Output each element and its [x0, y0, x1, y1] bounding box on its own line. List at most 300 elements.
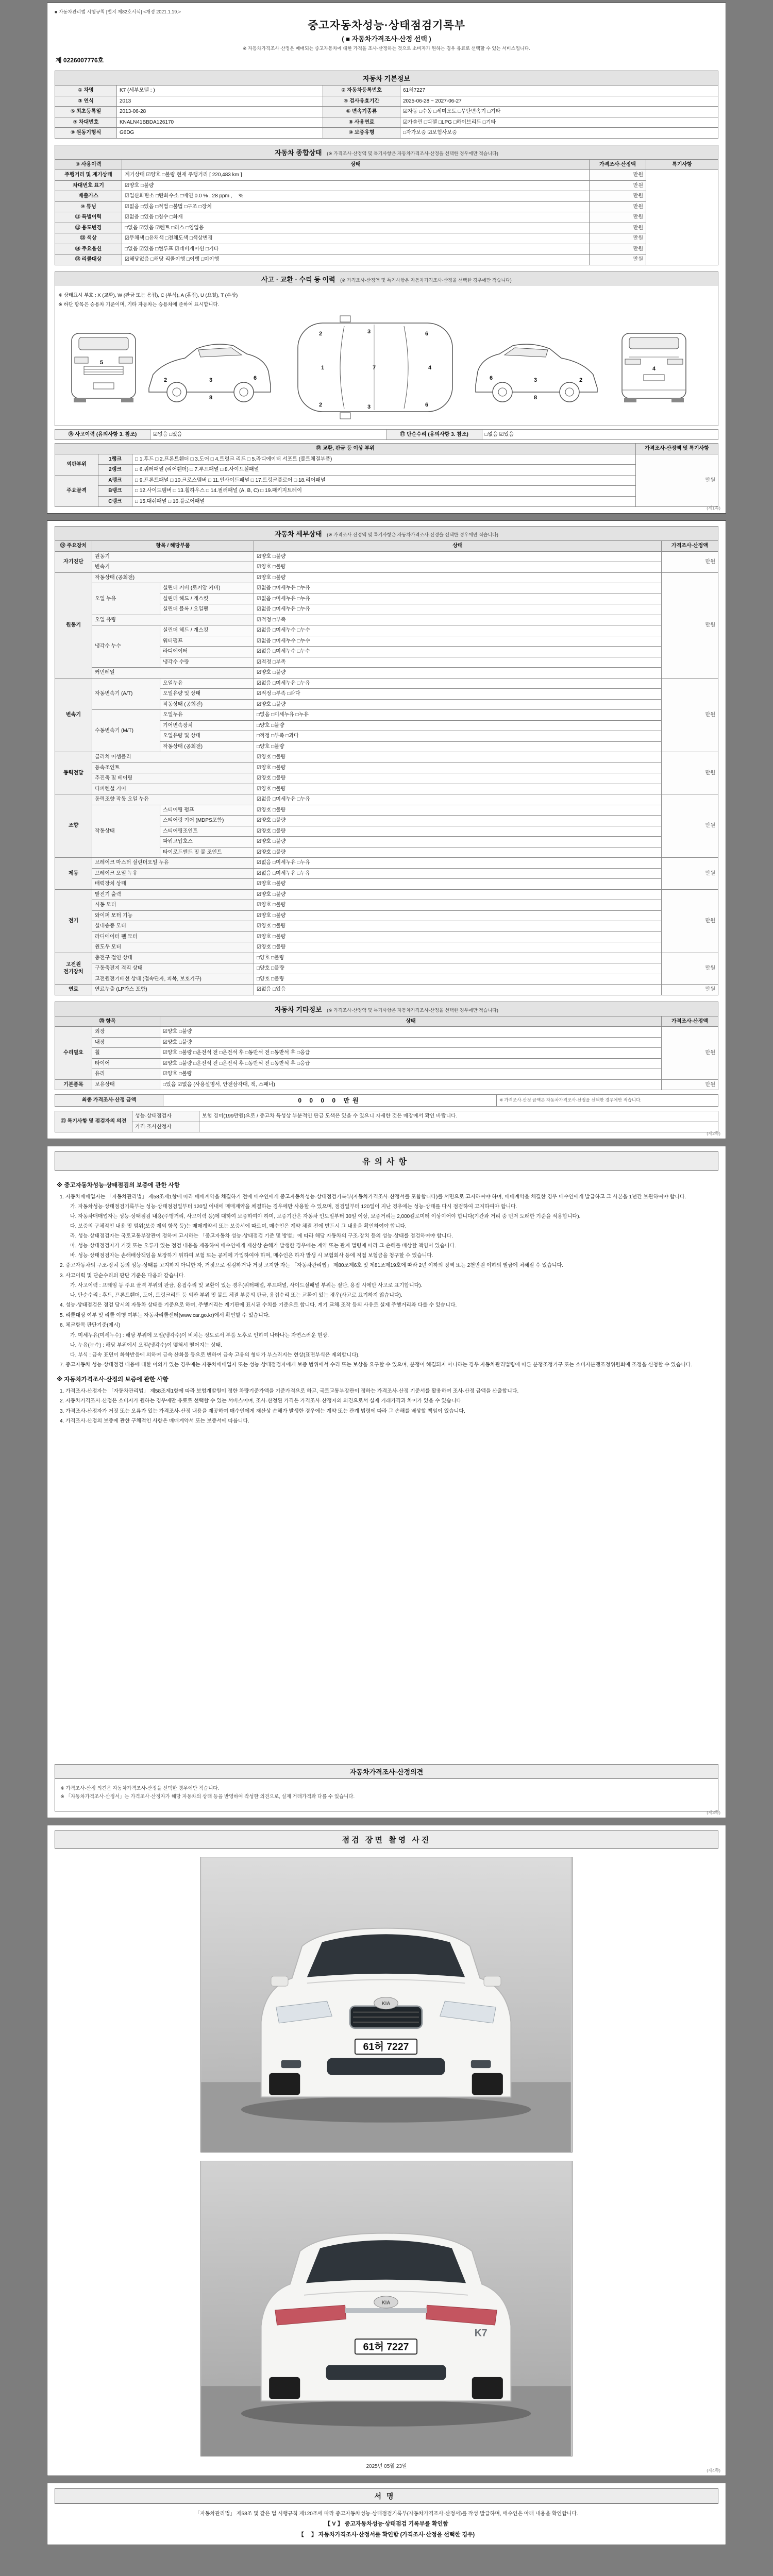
state-cell: ☑양호 □불량: [254, 784, 662, 794]
engine-type-value: G6DG: [117, 128, 323, 139]
item-label-cell: 윈도우 모터: [92, 942, 254, 953]
section-detail: [55, 526, 718, 540]
group-label-cell: ③ 연식: [55, 96, 117, 107]
notice-subitem: 바. 성능·상태점검자는 손해배상책임을 보장하기 위하여 보험 또는 공제에 가입하여야 하며, 매수인은 하자 발생 시 보험회사 등에 직접 보험금을 청구할 수 있습니다.: [70, 1253, 433, 1259]
item-label-cell: 배력장치 상태: [92, 879, 254, 890]
kia-badge: KIA: [381, 2001, 391, 2007]
item-label-cell: 시동 모터: [92, 900, 254, 911]
state-cell: □없음 □미세누유 □누유: [254, 710, 662, 721]
model-badge: K7: [474, 2327, 488, 2339]
price-cell: 만원: [662, 1079, 718, 1090]
notice-item: 2. 자동차가격조사·산정은 소비자가 원하는 경우에만 유료로 선택할 수 있는 서비스이며, 조사·산정된 가격은 가격조사·산정자의 의견으로서 실제 거래가격과 차이가 있을 수 있습니다.: [60, 1398, 463, 1404]
state-cell: ☑없음 □있음 □적법 □불법 □구조 □장치: [122, 201, 590, 212]
diagram-number: 7: [372, 364, 376, 371]
sign-check-price: 【 】 자동차가격조사·산정서를 확인함 (가격조사·산정을 선택한 경우): [298, 2532, 475, 2538]
price-opinion-note2: ※ 「자동차가격조사·산정서」는 가격조사·산정자가 해당 자동차의 상태 등을 반영하여 작성한 의견으로, 실제 거래가격과 다를 수 있습니다.: [60, 1794, 355, 1800]
subitem-label-cell: 냉각수 수량: [160, 657, 254, 668]
group-label-cell: 고전원 전기장치: [55, 953, 92, 985]
first-registration-value: 2013-06-28: [117, 107, 323, 117]
state-cell: ☑양호 □불량: [254, 762, 662, 773]
group-label-cell: C랭크: [98, 496, 132, 507]
note-cell: ※ 가격조사·산정 금액은 자동차가격조사·산정을 선택한 경우에만 적습니다.: [497, 1095, 718, 1107]
item-label-cell: 충전구 절연 상태: [92, 953, 254, 963]
state-cell: □양호 □불량: [254, 953, 662, 963]
group-label-cell: 연료: [55, 985, 92, 995]
page-note: (제4쪽): [707, 2468, 720, 2473]
final-price-table: [55, 1094, 718, 1107]
sign-check-performance: 【 V 】 중고자동차성능·상태점검 기록부를 확인함: [325, 2521, 448, 2528]
group-label-cell: ⑰ 단순수리 (유의사항 3. 참조): [386, 429, 482, 440]
diagram-number: 3: [367, 328, 371, 335]
notice-subitem: 나. 자동차매매업자는 성능·상태점검 내용(주행거리, 사고이력 등)에 대하여 보증하여야 하며, 보증기간은 자동차 인도일부터 30일 이상, 보증거리는 2,000킬로미터 이상이어야 합니다(기간과 거리 중 먼저 도래한 기준을 적용합니다).: [70, 1214, 581, 1220]
price-opinion-body: [55, 1779, 718, 1811]
emission-state: ☑일산화탄소 □탄화수소 □매연 0.0 % , 28 ppm , %: [122, 191, 590, 202]
state-cell: ☑없음 □미세누유 □누유: [254, 678, 662, 689]
price-cell: 만원: [590, 255, 646, 265]
group-label-cell: 변속기: [55, 678, 92, 752]
price-cell: 만원: [590, 170, 646, 181]
plate-number-value: 61허7227: [400, 86, 718, 96]
notice-item: 6. 체크항목 판단기준(예시): [60, 1323, 121, 1329]
notice-item: 4. 성능·상태점검은 점검 당시의 자동차 상태를 기준으로 하며, 주행거리는 계기판에 표시된 수치를 기준으로 합니다. 계기 교체·조작 등의 사유로 실제 주행거리와 다를 수 있습니다.: [60, 1302, 457, 1309]
item-label-cell: 발전기 출력: [92, 889, 254, 900]
item-label-cell: 커먼레일: [92, 668, 254, 679]
section-accident-title: 사고 · 교환 · 수리 등 이력: [261, 275, 335, 283]
state-cell: ☑없음 □미세누수 □누수: [254, 647, 662, 657]
state-cell: ☑양호 □불량: [254, 889, 662, 900]
item-label-cell: 디퍼렌셜 기어: [92, 784, 254, 794]
notice-subitem: 라. 성능·상태점검자는 국토교통부장관이 정하여 고시하는 「중고자동차 성능·상태점검 기준 및 방법」에 따라 해당 자동차의 구조·장치 등의 성능·상태를 점검하여야 합니다.: [70, 1233, 453, 1240]
car-rear-photo: [261, 2233, 511, 2401]
state-cell: ☑양호 □불량: [254, 805, 662, 816]
item-label-cell: 수동변속기 (M/T): [92, 710, 160, 752]
notice-item: 2. 중고자동차의 구조·장치 등의 성능·상태를 고지하지 아니한 자, 거짓으로 점검하거나 거짓 고지한 자는 「자동차관리법」 제80조제6호 및 제81조제19호에 따라 2년 이하의 징역 또는 2천만원 이하의 벌금에 처해질 수 있습니다.: [60, 1263, 564, 1269]
state-cell: ☑적정 □부족 □과다: [254, 689, 662, 700]
diagram-number: 1: [321, 364, 325, 371]
overall-state-table: [55, 159, 718, 265]
price-cell: 만원: [590, 233, 646, 244]
diagram-number: 6: [425, 401, 429, 408]
diagram-number: 2: [163, 377, 167, 383]
state-cell: ☑없음 □있음 □침수 □화재: [122, 212, 590, 223]
page-note: (제1쪽): [707, 505, 720, 511]
car-name-value: K7 (세부모델 : ): [117, 86, 323, 96]
fuel-value: ☑가솔린 □디젤 □LPG □하이브리드 □기타: [400, 117, 718, 128]
diagram-number: 2: [318, 330, 323, 337]
item-label-cell: 내장: [92, 1037, 160, 1048]
section-detail-note: (※ 가격조사·산정액 및 특기사항은 자동차가격조사·산정을 선택한 경우에만 적습니다): [327, 532, 498, 537]
group-label-cell: ① 차명: [55, 86, 117, 96]
notice-item: 4. 가격조사·산정의 보증에 관한 구체적인 사항은 매매계약서 또는 보증서에 따릅니다.: [60, 1418, 249, 1425]
car-rear-view: [622, 333, 686, 402]
diagram-number: 3: [209, 377, 213, 383]
item-label-cell: 유리: [92, 1069, 160, 1080]
state-cell: ☑양호 □불량: [254, 837, 662, 848]
group-label-cell: 동력전달: [55, 752, 92, 794]
header-cell: ⑳ 항목: [55, 1016, 160, 1027]
header-cell: 상태: [254, 541, 662, 552]
notice-subitem: 나. 누유(누수) : 해당 부위에서 오일(냉각수)이 맺혀서 떨어지는 상태.: [70, 1342, 223, 1348]
photo-front-image: [201, 1857, 571, 2152]
state-cell: □양호 □불량: [254, 974, 662, 985]
car-front-view: [72, 333, 136, 402]
state-cell: ☑양호 □불량 □운전석 전 □운전석 후 □동반석 전 □동반석 후 □응급: [160, 1058, 662, 1069]
state-cell: ☑없음 □미세누유 □누유: [254, 858, 662, 869]
item-label-cell: 와이퍼 모터 기능: [92, 910, 254, 921]
item-label-cell: 구동축전지 격리 상태: [92, 963, 254, 974]
group-label-cell: B랭크: [98, 486, 132, 497]
item-label-cell: 타이어: [92, 1058, 160, 1069]
diagram-number: 6: [489, 375, 493, 381]
subitem-label-cell: 스티어링조인트: [160, 826, 254, 837]
vin-value: KNALN41BBDA126170: [117, 117, 323, 128]
subitem-label-cell: 스티어링 펌프: [160, 805, 254, 816]
panel-basic: [47, 3, 726, 514]
rear-license-plate: 61허 7227: [363, 2341, 409, 2353]
item-label-cell: 브레이크 마스터 실린더오일 누유: [92, 858, 254, 869]
group-label-cell: ⑥ 변속기종류: [323, 107, 400, 117]
group-label-cell: ⑯ 사고이력 (유의사항 3. 참조): [55, 429, 150, 440]
sign-title: 서명: [55, 2488, 718, 2504]
simple-repair-state: □없음 ☑있음: [482, 429, 718, 440]
state-cell: ☑양호 □불량: [254, 847, 662, 858]
group-label-cell: ㉑ 특기사항 및 점검자의 의견: [55, 1111, 132, 1132]
sign-body: [55, 2509, 718, 2538]
state-cell: ☑해당없음 □해당 리콜이행 □이행 □미이행: [122, 255, 590, 265]
transmission-value: ☑자동 □수동 □세미오토 □무단변속기 □기타: [400, 107, 718, 117]
state-cell: ☑없음 □있음: [254, 985, 662, 995]
form-reference: ■ 자동차관리법 시행규칙 [별지 제82호서식] <개정 2021.1.19.>: [55, 9, 181, 14]
state-cell: ☑적정 □부족: [254, 615, 662, 625]
state-cell: □ 1.후드 □ 2.프론트휀더 □ 3.도어 □ 4.트렁크 리드 □ 5.라디에이터 서포트 (볼트체결부품): [132, 454, 636, 465]
car-right-side-view: [476, 344, 597, 402]
group-label-cell: 배출가스: [55, 191, 122, 202]
item-label-cell: 작동상태 (공회전): [92, 572, 254, 583]
car-top-view: [298, 316, 452, 419]
header-cell: 가격조사·산정액: [662, 541, 718, 552]
state-cell: ☑양호 □불량: [254, 562, 662, 573]
group-label-cell: ⑬ 색상: [55, 233, 122, 244]
notice-item: 3. 사고이력 및 단순수리의 판단 기준은 다음과 같습니다.: [60, 1273, 186, 1279]
diagram-number: 6: [253, 375, 257, 381]
group-label-cell: ⑭ 주요옵션: [55, 244, 122, 255]
header-cell: 가격조사·산정액: [590, 159, 646, 170]
state-cell: ☑양호 □불량: [254, 668, 662, 679]
subitem-label-cell: 파워고압호스: [160, 837, 254, 848]
section-etc-note: (※ 가격조사·산정액 및 특기사항은 자동차가격조사·산정을 선택한 경우에만 적습니다): [327, 1007, 498, 1013]
notice-subitem: 다. 보증의 구체적인 내용 및 범위(보증 제외 항목 등)는 매매계약서 또는 보증서에 따르며, 매수인은 계약 체결 전에 반드시 그 내용을 확인하여야 합니다.: [70, 1224, 407, 1230]
group-label-cell: 제동: [55, 858, 92, 890]
state-cell: ☑양호 □불량: [254, 942, 662, 953]
notice-item: 5. 리콜대상 여부 및 리콜 이행 여부는 자동차리콜센터(www.car.go.kr)에서 확인할 수 있습니다.: [60, 1312, 270, 1318]
state-cell: □양호 □불량: [254, 720, 662, 731]
group-label-cell: 전기: [55, 889, 92, 953]
diagram-number: 8: [533, 394, 537, 401]
inspection-period-value: 2025-06-28 ~ 2027-06-27: [400, 96, 718, 107]
state-cell: □ 15.대쉬패널 □ 16.플로어패널: [132, 496, 636, 507]
item-label-cell: 등속조인트: [92, 762, 254, 773]
inspector-opinion-text: 보험 경미(199만원)으로 / 중고차 특성상 부분적인 판금 도색은 있을 수 있으니 자세한 것은 매장에서 확인 바랍니다.: [199, 1111, 718, 1122]
panel-notices: [47, 1146, 726, 1818]
state-cell: □ 9.프론트패널 □ 10.크로스멤버 □ 11.인사이드패널 □ 17.트렁크플로어 □ 18.리어패널: [132, 475, 636, 486]
panel-photos: [47, 1825, 726, 2476]
state-cell: ☑양호 □불량: [160, 1069, 662, 1080]
notice-subitem: 마. 성능·상태점검자가 거짓 또는 오류가 있는 점검 내용을 제공하여 매수인에게 재산상 손해가 발생한 경우에는 계약 또는 관계 법령에 따라 그 손해를 배상할 책임이 있습니다.: [70, 1243, 456, 1249]
item-label-cell: 휠: [92, 1048, 160, 1059]
item-label-cell: 오일 누유: [92, 583, 160, 615]
diagram-number: 2: [579, 377, 583, 383]
group-label-cell: ④ 검사유효기간: [323, 96, 400, 107]
group-label-cell: 기본품목: [55, 1079, 92, 1090]
item-label-cell: 추진축 및 베어링: [92, 773, 254, 784]
state-cell: ☑없음 □미세누수 □누수: [254, 625, 662, 636]
group-label-cell: ⑪ 특별이력: [55, 212, 122, 223]
state-cell: ☑양호 □불량: [254, 816, 662, 826]
subitem-label-cell: 작동상태 (공회전): [160, 699, 254, 710]
subitem-label-cell: 라디에이터: [160, 647, 254, 657]
group-label-cell: ⑨ 원동기형식: [55, 128, 117, 139]
state-cell: ☑없음 □미세누유 □누유: [254, 583, 662, 594]
state-cell: ☑양호 □불량: [254, 879, 662, 890]
state-cell: ☑적정 □부족: [254, 657, 662, 668]
notice-item: 1. 자동차매매업자는 「자동차관리법」 제58조제1항에 따라 매매계약을 체결하기 전에 매수인에게 중고자동차성능·상태점검기록부(자동차가격조사·산정서를 포함합니다)를 서면으로 고지하여야 하며, 매매계약을 체결한 경우 매수인에게 발급하고 그 사본을 1년간 보관하여야 합니다.: [60, 1194, 686, 1200]
panel-sign: [47, 2483, 726, 2545]
state-code-legend: ※ 상태표시 부호 : X (교환), W (판금 또는 용접), C (부식), A (흠집), U (요철), T (손상): [58, 292, 238, 298]
diagram-number: 5: [99, 359, 104, 366]
panel-detail: [47, 520, 726, 1139]
section-etc: [55, 1002, 718, 1016]
item-label-cell: 외장: [92, 1027, 160, 1038]
group-label-cell: 외판부위: [55, 454, 98, 475]
header-cell: ⑨ 사용이력: [55, 159, 122, 170]
appraiser-opinion-text: [199, 1122, 718, 1132]
car-left-side-view: [149, 344, 271, 402]
subitem-label-cell: 기어변속장치: [160, 720, 254, 731]
subitem-label-cell: 실린더 헤드 / 개스킷: [160, 625, 254, 636]
state-cell: ☑양호 □불량: [254, 900, 662, 911]
inspector-opinion-table: [55, 1111, 718, 1132]
group-label-cell: ② 자동차등록번호: [323, 86, 400, 96]
section-basic-info: [55, 71, 718, 85]
state-cell: ☑없음 □미세누유 □누유: [254, 604, 662, 615]
price-opinion-box: [55, 1764, 718, 1811]
header-cell: 가격조사·산정액 및 특기사항: [636, 444, 718, 454]
price-cell: 만원: [590, 191, 646, 202]
group-label-cell: ⑦ 차대번호: [55, 117, 117, 128]
front-license-plate: 61허 7227: [363, 2041, 409, 2053]
state-cell: ☑양호 □불량: [160, 1027, 662, 1038]
subitem-label-cell: 스티어링 기어 (MDPS포함): [160, 816, 254, 826]
state-cell: □없음 ☑있음 ☑렌트 □리스 □영업용: [122, 223, 590, 233]
price-cell: 만원: [662, 572, 718, 678]
notice-item: 3. 가격조사·산정자가 거짓 또는 오류가 있는 가격조사·산정 내용을 제공하여 매수인에게 재산상 손해가 발생한 경우에는 계약 또는 관계 법령에 따라 그 손해를 배상할 책임이 있습니다.: [60, 1408, 465, 1414]
state-cell: ☑양호 □불량: [254, 551, 662, 562]
diagram-note-legend: ※ 하단 항목은 승용차 기준이며, 기타 자동차는 승용차에 준하여 표시합니다.: [58, 301, 220, 308]
state-cell: □없음 ☑있음 □썬루프 ☑네비게이션 □기타: [122, 244, 590, 255]
price-cell: 만원: [662, 551, 718, 572]
diagram-number: 6: [425, 330, 429, 337]
price-cell: 만원: [590, 212, 646, 223]
subitem-label-cell: 오일유량 및 상태: [160, 689, 254, 700]
document-number: 제 0226007776호: [56, 57, 104, 64]
sign-statement: 「자동차관리법」 제58조 및 같은 법 시행규칙 제120조에 따라 중고자동차성능·상태점검기록부(자동차가격조사·산정서)를 작성·발급하며, 매수인은 아래 내용을 확인합니다.: [195, 2511, 578, 2517]
state-cell: ☑없음 □미세누유 □누유: [254, 794, 662, 805]
price-cell: 만원: [662, 889, 718, 953]
group-label-cell: A랭크: [98, 475, 132, 486]
diagram-number: 2: [318, 401, 323, 408]
group-label-cell: ⑩ 보증유형: [323, 128, 400, 139]
state-cell: ☑양호 □불량: [254, 773, 662, 784]
subitem-label-cell: 오일누유: [160, 678, 254, 689]
item-label-cell: 동력조향 작동 오일 누유: [92, 794, 254, 805]
notice-subitem: 가. 자동차성능·상태점검기록부는 성능·상태점검일부터 120일 이내에 매매계약을 체결하는 경우에만 사용할 수 있으며, 점검일부터 120일이 지난 경우에는 성능·상태를 다시 점검하여 고지하여야 합니다.: [70, 1204, 517, 1210]
notices-table: [55, 1176, 718, 1427]
state-cell: ☑없음 □미세누수 □누수: [254, 636, 662, 647]
state-cell: ☑없음 □미세누유 □누유: [254, 594, 662, 604]
section-detail-title: 자동차 세부상태: [275, 530, 322, 538]
item-label-cell: 냉각수 누수: [92, 625, 160, 668]
basic-info-table: [55, 85, 718, 139]
state-cell: ☑양호 □불량: [254, 826, 662, 837]
mileage-state: 계기상태 ☑양호 □불량 현재 주행거리 [ 220,483 km ]: [122, 170, 590, 181]
item-label-cell: 보유상태: [92, 1079, 160, 1090]
item-label-cell: 원동기: [92, 551, 254, 562]
photo-caption-date: 2025년 05월 23일: [366, 2464, 407, 2470]
price-opinion-title: 자동차가격조사·산정의견: [55, 1765, 718, 1779]
group-label-cell: 원동기: [55, 572, 92, 678]
header-cell: 가격조사·산정액: [662, 1016, 718, 1027]
diagram-number: 3: [367, 403, 371, 410]
price-cell: 만원: [662, 794, 718, 858]
subitem-label-cell: 오일누유: [160, 710, 254, 721]
subitem-label-cell: 작동상태 (공회전): [160, 741, 254, 752]
notice-subitem: 가. 사고이력 : 프레임 등 주요 골격 부위의 판금, 용접수리 및 교환이 있는 경우(쿼터패널, 루프패널, 사이드실패널 부위는 절단, 용접 시에만 사고로 표기합니다).: [70, 1283, 423, 1289]
kia-badge-rear: KIA: [381, 2300, 391, 2306]
state-cell: ☑양호 □불량: [254, 572, 662, 583]
model-year-value: 2013: [117, 96, 323, 107]
notice-heading: ※ 중고자동차성능·상태점검의 보증에 관한 사항: [57, 1182, 180, 1189]
diagram-number: 4: [652, 365, 656, 372]
price-cell: 만원: [590, 223, 646, 233]
etc-info-table: [55, 1016, 718, 1091]
item-label-cell: 성능·상태점검자: [132, 1111, 199, 1122]
group-label-cell: 조향: [55, 794, 92, 858]
group-label-cell: 주행거리 및 계기상태: [55, 170, 122, 181]
price-cell: 만원: [662, 858, 718, 890]
subitem-label-cell: 실린더 헤드 / 개스킷: [160, 594, 254, 604]
group-label-cell: 주요골격: [55, 475, 98, 507]
document-title-note: ※ 자동차가격조사·산정은 매매되는 중고자동차에 대한 가격을 조사·산정하는 것으로 소비자가 원하는 경우 유료로 선택할 수 있는 서비스입니다.: [243, 46, 530, 51]
photo-rear: [200, 2161, 573, 2456]
state-cell: □양호 □불량: [254, 963, 662, 974]
group-label-cell: ⑩ 튜닝: [55, 201, 122, 212]
item-label-cell: 자동변속기 (A/T): [92, 678, 160, 710]
page-note: (제2쪽): [707, 1131, 720, 1137]
section-overall: [55, 145, 718, 159]
item-label-cell: 오일 유량: [92, 615, 254, 625]
group-label-cell: 수리필요: [55, 1027, 92, 1080]
state-cell: □적정 □부족 □과다: [254, 731, 662, 742]
subitem-label-cell: 워터펌프: [160, 636, 254, 647]
state-cell: ☑양호 □불량: [160, 1037, 662, 1048]
state-cell: ☑무채색 □유채색 □전체도색 □색상변경: [122, 233, 590, 244]
subitem-label-cell: 실린더 커버 (로커암 커버): [160, 583, 254, 594]
notices-body: [55, 1176, 718, 1757]
photo-rear-image: [201, 2161, 571, 2456]
state-cell: ☑양호 □불량: [254, 931, 662, 942]
notice-subitem: 나. 단순수리 : 후드, 프론트휀더, 도어, 트렁크리드 등 외판 부위 및 볼트 체결 부품의 판금, 용접수리 또는 교환이 있는 경우(사고로 표기하지 않습니다).: [70, 1293, 402, 1299]
diagram-number: 8: [209, 394, 213, 401]
accident-flags-table: [55, 429, 718, 440]
group-label-cell: 자기진단: [55, 551, 92, 572]
section-accident: [55, 272, 718, 286]
price-cell: 만원: [662, 752, 718, 794]
group-label-cell: ⑤ 최초등록일: [55, 107, 117, 117]
state-cell: ☑없음 □미세누유 □누유: [254, 868, 662, 879]
group-label-cell: 최종 가격조사·산정 금액: [55, 1095, 163, 1107]
document-page: [47, 0, 726, 2545]
section-overall-note: (※ 가격조사·산정액 및 특기사항은 자동차가격조사·산정을 선택한 경우에만 적습니다): [327, 150, 498, 156]
state-cell: □있음 ☑없음 (사용설명서, 안전삼각대, 잭, 스패너): [160, 1079, 662, 1090]
page-note: (제3쪽): [707, 1810, 720, 1816]
photos-title: 점검 장면 촬영 사진: [55, 1831, 718, 1849]
state-cell: ☑양호 □불량: [254, 921, 662, 932]
item-label-cell: 실내송풍 모터: [92, 921, 254, 932]
photo-front: [200, 1857, 573, 2153]
price-cell: 만원: [662, 953, 718, 985]
section-accident-note: (※ 가격조사·산정액 및 특기사항은 자동차가격조사·산정을 선택한 경우에만 적습니다): [340, 277, 512, 283]
notices-title: 유의사항: [55, 1151, 718, 1171]
group-label-cell: ⑧ 사용연료: [323, 117, 400, 128]
state-cell: ☑양호 □불량: [254, 910, 662, 921]
subitem-label-cell: 타이로드엔드 및 볼 조인트: [160, 847, 254, 858]
item-label-cell: 클러치 어셈블리: [92, 752, 254, 763]
state-cell: □ 12.사이드멤버 □ 13.휠하우스 □ 14.필러패널 (A, B, C) □ 19.패키지트레이: [132, 486, 636, 497]
item-label-cell: 연료누출 (LP가스 포함): [92, 985, 254, 995]
header-cell: 상태: [160, 1016, 662, 1027]
header-cell: 특기사항: [646, 159, 718, 170]
subitem-label-cell: 오일유량 및 상태: [160, 731, 254, 742]
accident-history-state: ☑없음 □있음: [150, 429, 387, 440]
text-cell: [646, 170, 718, 265]
header-cell: 상태: [122, 159, 590, 170]
notice-item: 7. 중고자동차 성능·상태점검 내용에 대한 이의가 있는 경우에는 자동차매매업자 또는 성능·상태점검자에게 보증 범위에서 수리 또는 보상을 요구할 수 있으며, 분쟁이 해결되지 아니하는 경우 자동차관리법령에 따른 분쟁조정기구 또는 소비자분쟁조정위원회에 조정을 신청할 수 있습니다.: [60, 1362, 693, 1368]
state-cell: ☑양호 □불량: [254, 699, 662, 710]
price-cell: 만원: [590, 180, 646, 191]
price-cell: 만원: [590, 244, 646, 255]
item-label-cell: 고전원전기배선 상태 (접속단자, 피복, 보호기구): [92, 974, 254, 985]
item-label-cell: 가격·조사산정자: [132, 1122, 199, 1132]
diagram-number: 4: [428, 364, 432, 371]
item-label-cell: 브레이크 오일 누유: [92, 868, 254, 879]
section-etc-title: 자동차 기타정보: [275, 1005, 322, 1013]
exchange-rank-table: [55, 443, 718, 507]
document-title-option: ( ■ 자동차가격조사·산정 선택 ): [342, 35, 431, 43]
section-overall-title: 자동차 종합상태: [275, 148, 322, 157]
notice-subitem: 다. 부식 : 금속 표면이 화학반응에 의하여 금속 산화물 등으로 변하여 금속 고유의 형태가 부스러지는 현상(표면부식은 제외합니다).: [70, 1352, 360, 1358]
notice-subitem: 가. 미세누유(미세누수) : 해당 부위에 오일(냉각수)이 비치는 정도로서 부품 노후로 인하여 나타나는 자연스러운 현상.: [70, 1332, 329, 1338]
price-cell: 만원: [662, 678, 718, 752]
group-label-cell: 2랭크: [98, 465, 132, 476]
price-cell: 만원: [590, 201, 646, 212]
price-opinion-note1: ※ 가격조사·산정 의견은 자동차가격조사·산정을 선택한 경우에만 적습니다.: [60, 1786, 220, 1792]
final-price-value: 0 0 0 0 만원: [163, 1095, 497, 1107]
notice-item: 1. 가격조사·산정자는 「자동차관리법」 제58조제1항에 따라 보험개발원이 정한 차량기준가액을 기준가격으로 하고, 국토교통부장관이 정하는 가격조사·산정 기준서를 활용하여 조사·산정 금액을 산출합니다.: [60, 1388, 519, 1394]
item-label-cell: 변속기: [92, 562, 254, 573]
item-label-cell: 라디에이터 팬 모터: [92, 931, 254, 942]
state-cell: ☑양호 □불량: [254, 752, 662, 763]
section-basic-title: 자동차 기본정보: [363, 75, 410, 82]
